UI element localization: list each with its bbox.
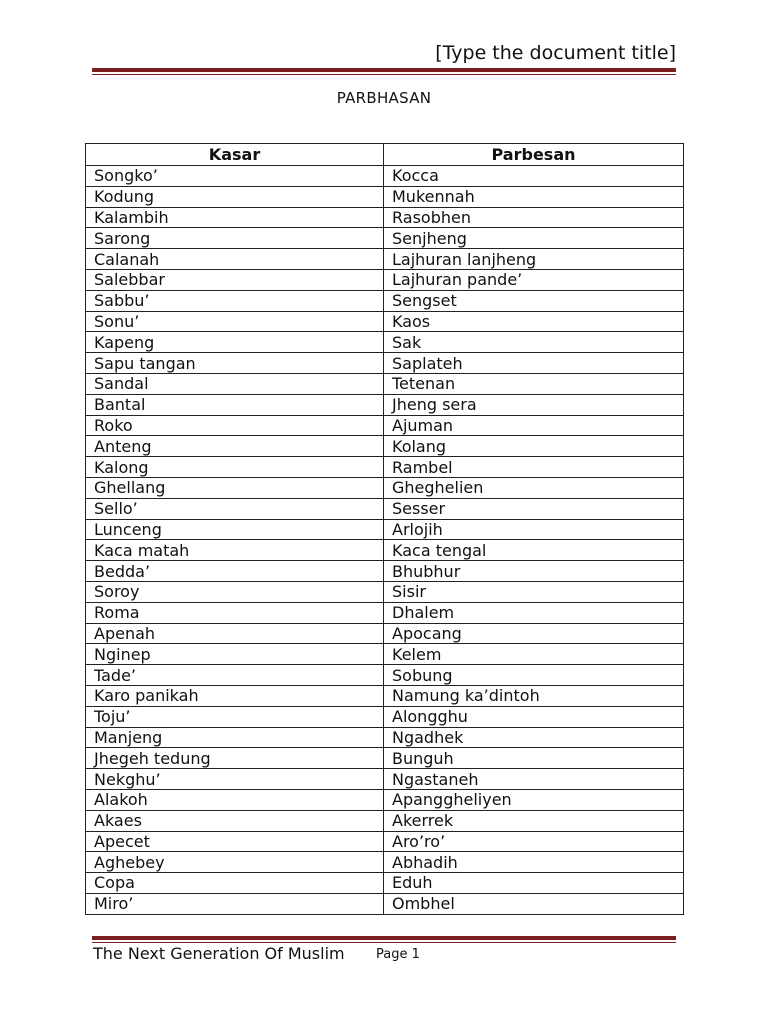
table-row <box>86 831 684 852</box>
footer-rule-thin <box>92 942 676 943</box>
table-row <box>86 477 684 498</box>
cell-kasar: Salebbar <box>86 269 384 290</box>
cell-parbesan: Apocang <box>384 623 684 644</box>
cell-kasar: Anteng <box>86 436 384 457</box>
vocabulary-table <box>85 143 684 915</box>
table-row <box>86 436 684 457</box>
table-row <box>86 207 684 228</box>
cell-parbesan: Sobung <box>384 665 684 686</box>
cell-kasar: Sonu’ <box>86 311 384 332</box>
cell-parbesan: Senjheng <box>384 228 684 249</box>
cell-parbesan: Sesser <box>384 498 684 519</box>
table-header-row <box>86 144 684 166</box>
cell-parbesan: Ajuman <box>384 415 684 436</box>
cell-kasar: Nginep <box>86 644 384 665</box>
cell-kasar: Sabbu’ <box>86 290 384 311</box>
cell-kasar: Kapeng <box>86 332 384 353</box>
cell-parbesan: Dhalem <box>384 602 684 623</box>
cell-parbesan: Kaca tengal <box>384 540 684 561</box>
cell-kasar: Apenah <box>86 623 384 644</box>
table-row <box>86 769 684 790</box>
table-row <box>86 748 684 769</box>
table-row <box>86 269 684 290</box>
table-row <box>86 623 684 644</box>
cell-parbesan: Sak <box>384 332 684 353</box>
table-row <box>86 561 684 582</box>
table-row <box>86 249 684 270</box>
cell-parbesan: Arlojih <box>384 519 684 540</box>
table-row <box>86 644 684 665</box>
cell-parbesan: Ombhel <box>384 893 684 914</box>
table-row <box>86 789 684 810</box>
cell-parbesan: Sengset <box>384 290 684 311</box>
cell-parbesan: Jheng sera <box>384 394 684 415</box>
table-row <box>86 852 684 873</box>
document-title-placeholder: [Type the document title] <box>435 42 676 64</box>
cell-kasar: Soroy <box>86 581 384 602</box>
cell-kasar: Manjeng <box>86 727 384 748</box>
table-row <box>86 519 684 540</box>
cell-kasar: Sello’ <box>86 498 384 519</box>
table-row <box>86 290 684 311</box>
cell-kasar: Jhegeh tedung <box>86 748 384 769</box>
cell-parbesan: Abhadih <box>384 852 684 873</box>
cell-kasar: Tade’ <box>86 665 384 686</box>
header-rule-thick <box>92 68 676 72</box>
footer-text: The Next Generation Of Muslim <box>93 944 345 963</box>
cell-parbesan: Kolang <box>384 436 684 457</box>
column-header-kasar: Kasar <box>86 144 384 166</box>
cell-parbesan: Eduh <box>384 873 684 894</box>
cell-kasar: Ghellang <box>86 477 384 498</box>
table-row <box>86 373 684 394</box>
cell-kasar: Roko <box>86 415 384 436</box>
footer-rule-thick <box>92 936 676 940</box>
column-header-parbesan: Parbesan <box>384 144 684 166</box>
cell-parbesan: Kelem <box>384 644 684 665</box>
table-row <box>86 665 684 686</box>
table-row <box>86 353 684 374</box>
cell-kasar: Aghebey <box>86 852 384 873</box>
table-row <box>86 228 684 249</box>
cell-parbesan: Apanggheliyen <box>384 789 684 810</box>
cell-parbesan: Ngadhek <box>384 727 684 748</box>
cell-parbesan: Bunguh <box>384 748 684 769</box>
table-row <box>86 415 684 436</box>
table-row <box>86 457 684 478</box>
cell-kasar: Bantal <box>86 394 384 415</box>
table-row <box>86 893 684 914</box>
table-row <box>86 727 684 748</box>
table-row <box>86 581 684 602</box>
cell-kasar: Bedda’ <box>86 561 384 582</box>
cell-parbesan: Rasobhen <box>384 207 684 228</box>
cell-parbesan: Namung ka’dintoh <box>384 685 684 706</box>
table-body <box>86 166 684 915</box>
header-rule-thin <box>92 74 676 75</box>
cell-kasar: Karo panikah <box>86 685 384 706</box>
cell-parbesan: Kocca <box>384 166 684 187</box>
cell-kasar: Miro’ <box>86 893 384 914</box>
cell-parbesan: Tetenan <box>384 373 684 394</box>
cell-parbesan: Ngastaneh <box>384 769 684 790</box>
table-row <box>86 498 684 519</box>
cell-kasar: Akaes <box>86 810 384 831</box>
page-number: Page 1 <box>376 947 420 962</box>
table-row <box>86 166 684 187</box>
cell-parbesan: Alongghu <box>384 706 684 727</box>
cell-kasar: Sandal <box>86 373 384 394</box>
cell-kasar: Alakoh <box>86 789 384 810</box>
cell-parbesan: Lajhuran lanjheng <box>384 249 684 270</box>
table-row <box>86 332 684 353</box>
cell-kasar: Sapu tangan <box>86 353 384 374</box>
table-row <box>86 706 684 727</box>
page-heading: PARBHASAN <box>336 89 432 107</box>
cell-parbesan: Gheghelien <box>384 477 684 498</box>
cell-parbesan: Saplateh <box>384 353 684 374</box>
table-row <box>86 311 684 332</box>
table-row <box>86 602 684 623</box>
cell-parbesan: Mukennah <box>384 186 684 207</box>
cell-parbesan: Bhubhur <box>384 561 684 582</box>
cell-parbesan: Lajhuran pande’ <box>384 269 684 290</box>
cell-kasar: Kalambih <box>86 207 384 228</box>
cell-kasar: Lunceng <box>86 519 384 540</box>
cell-kasar: Sarong <box>86 228 384 249</box>
cell-kasar: Toju’ <box>86 706 384 727</box>
cell-kasar: Nekghu’ <box>86 769 384 790</box>
cell-parbesan: Akerrek <box>384 810 684 831</box>
cell-kasar: Kalong <box>86 457 384 478</box>
cell-kasar: Kodung <box>86 186 384 207</box>
cell-parbesan: Rambel <box>384 457 684 478</box>
cell-kasar: Copa <box>86 873 384 894</box>
table-row <box>86 540 684 561</box>
table-row <box>86 394 684 415</box>
cell-kasar: Calanah <box>86 249 384 270</box>
cell-kasar: Apecet <box>86 831 384 852</box>
table-row <box>86 810 684 831</box>
table-row <box>86 186 684 207</box>
cell-parbesan: Aro’ro’ <box>384 831 684 852</box>
cell-kasar: Kaca matah <box>86 540 384 561</box>
table-row <box>86 873 684 894</box>
cell-parbesan: Sisir <box>384 581 684 602</box>
cell-kasar: Songko’ <box>86 166 384 187</box>
table-row <box>86 685 684 706</box>
cell-parbesan: Kaos <box>384 311 684 332</box>
cell-kasar: Roma <box>86 602 384 623</box>
